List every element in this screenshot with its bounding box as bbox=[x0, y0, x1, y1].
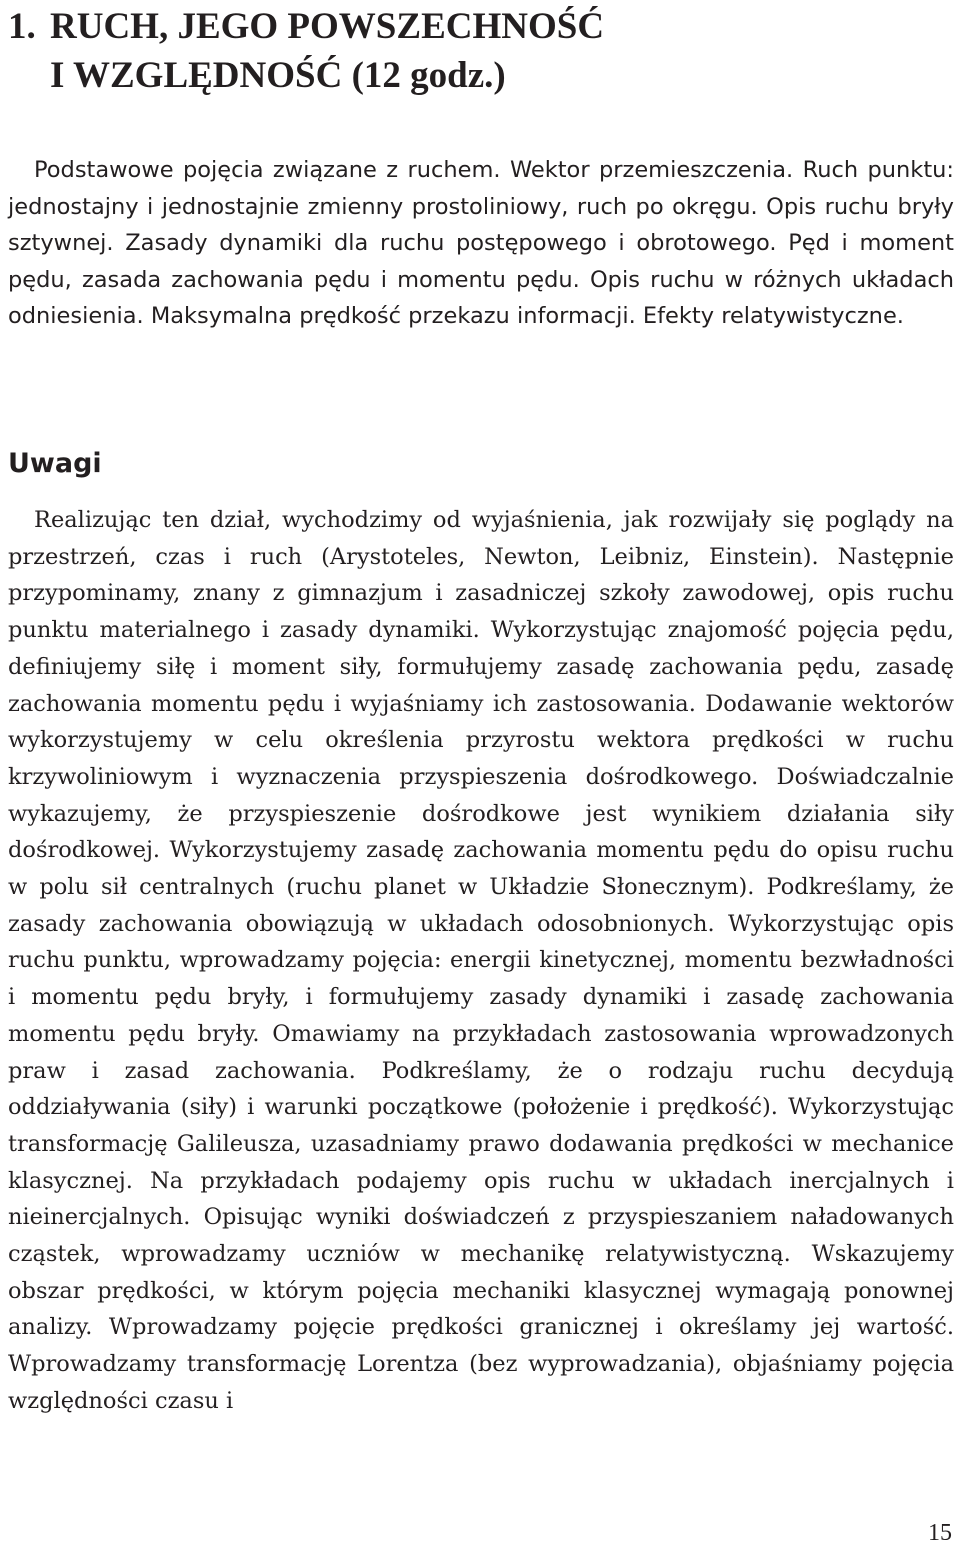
chapter-title bbox=[8, 2, 604, 100]
page-number: 15 bbox=[928, 1520, 952, 1546]
notes-paragraph: Realizując ten dział, wychodzimy od wyjaśnienia, jak rozwijały się poglądy na przestrzeń, czas i ruch (Arystoteles, Newton, Leibniz, Einstein). Następnie przypominamy, znany z gimnazjum i zasadniczej szkoły zawodowej, opis ruchu punktu materialnego i zasady dynamiki. Wykorzystując znajomość pojęcia pędu, definiujemy siłę i moment siły, formułujemy zasadę zachowania pędu, zasadę zachowania momentu pędu i wyjaśniamy ich zastosowania. Dodawanie wektorów wykorzystujemy w celu określenia przyrostu wektora prędkości w ruchu krzywoliniowym i wyznaczenia przyspieszenia dośrodkowego. Doświadczalnie wykazujemy, że przyspieszenie dośrodkowe jest wynikiem działania siły dośrodkowej. Wykorzystujemy zasadę zachowania momentu pędu do opisu ruchu w polu sił centralnych (ruchu planet w Układzie Słonecznym). Podkreślamy, że zasady zachowania obowiązują w układach odosobnionych. Wykorzystując opis ruchu punktu, wprowadzamy pojęcia: energii kinetycznej, momentu bezwładności i momentu pędu bryły, i formułujemy zasady dynamiki i zasadę zachowania momentu pędu bryły. Omawiamy na przykładach zastosowania wprowadzonych praw i zasad zachowania. Podkreślamy, że o rodzaju ruchu decydują oddziaływania (siły) i warunki początkowe (położenie i prędkość). Wykorzystując transformację Galileusza, uzasadniamy prawo dodawania prędkości w mechanice klasycznej. Na przykładach podajemy opis ruchu w układach inercjalnych i nieinercjalnych. Opisując wyniki doświadczeń z przyspieszaniem naładowanych cząstek, wprowadzamy uczniów w mechanikę relatywistyczną. Wskazujemy obszar prędkości, w którym pojęcia mechaniki klasycznej wymagają ponownej analizy. Wprowadzamy pojęcie prędkości granicznej i określamy jej wartość. Wprowadzamy transformację Lorentza (bez wyprowadzania), objaśniamy pojęcia względności czasu i bbox=[8, 507, 954, 1414]
intro-paragraph: Podstawowe pojęcia związane z ruchem. Wektor przemieszczenia. Ruch punktu: jednostajny i jednostajnie zmienny prostoliniowy, ruch po okręgu. Opis ruchu bryły sztywnej. Zasady dynamiki dla ruchu postępowego i obrotowego. Pęd i moment pędu, zasada zachowania pędu i momentu pędu. Opis ruchu w różnych układach odniesienia. Maksymalna prędkość przekazu informacji. Efekty relatywistyczne. bbox=[8, 157, 954, 329]
chapter-title-line2: I WZGLĘDNOŚĆ (12 godz.) bbox=[50, 55, 506, 96]
notes-heading: Uwagi bbox=[8, 448, 102, 479]
chapter-title-line1: RUCH, JEGO POWSZECHNOŚĆ bbox=[50, 6, 605, 47]
chapter-number: 1. bbox=[8, 6, 36, 47]
